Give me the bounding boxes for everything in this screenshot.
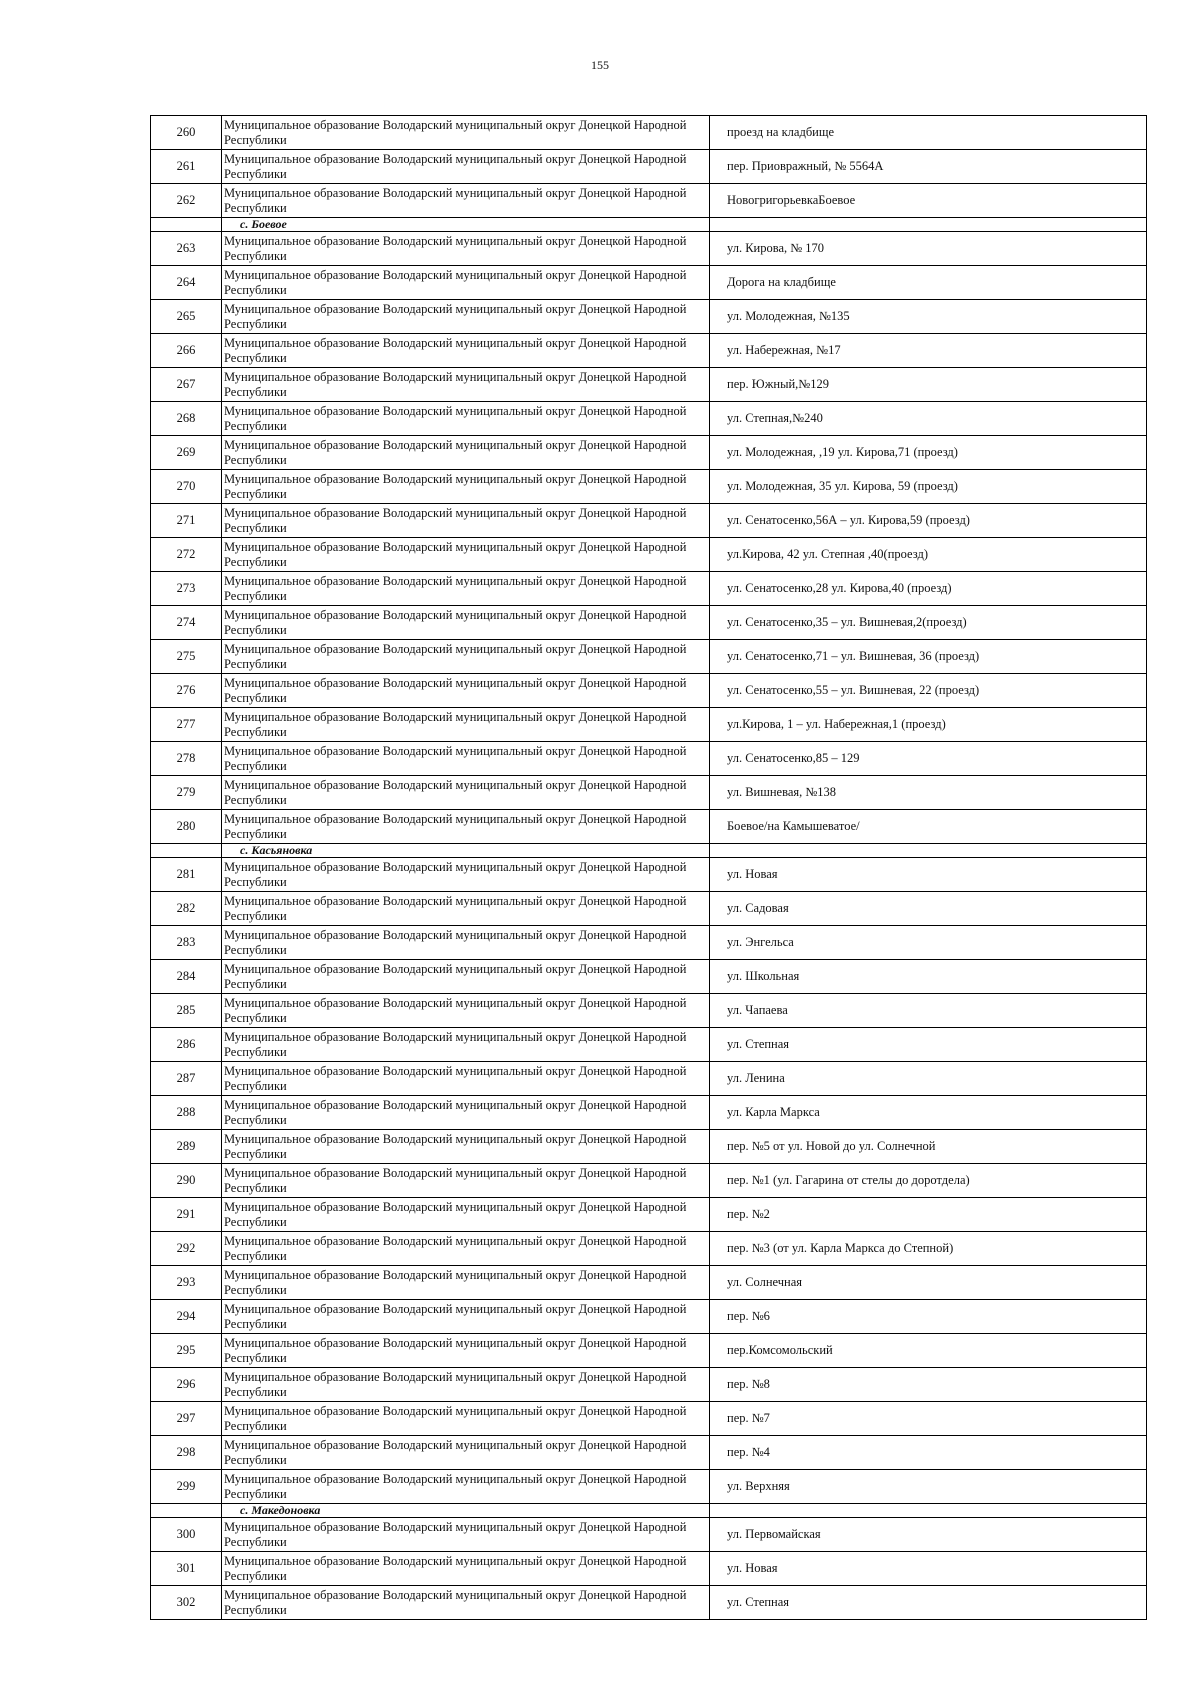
owner-cell: Муниципальное образование Володарский муниципальный округ Донецкой Народной Республики [222, 184, 710, 218]
section-header-row [151, 218, 1147, 232]
owner-cell: Муниципальное образование Володарский муниципальный округ Донецкой Народной Республики [222, 960, 710, 994]
table-row [151, 606, 1147, 640]
owner-cell: Муниципальное образование Володарский муниципальный округ Донецкой Народной Республики [222, 708, 710, 742]
owner-cell: Муниципальное образование Володарский муниципальный округ Донецкой Народной Республики [222, 606, 710, 640]
register-table [150, 115, 1147, 1620]
table-row [151, 232, 1147, 266]
row-number: 279 [151, 776, 222, 810]
object-cell: пер. №1 (ул. Гагарина от стелы до доротдела) [710, 1164, 1147, 1198]
row-number: 295 [151, 1334, 222, 1368]
row-number: 289 [151, 1130, 222, 1164]
owner-cell: Муниципальное образование Володарский муниципальный округ Донецкой Народной Республики [222, 810, 710, 844]
owner-cell: Муниципальное образование Володарский муниципальный округ Донецкой Народной Республики [222, 1552, 710, 1586]
object-cell: ул. Молодежная, ,19 ул. Кирова,71 (проезд) [710, 436, 1147, 470]
row-number: 273 [151, 572, 222, 606]
owner-cell: Муниципальное образование Володарский муниципальный округ Донецкой Народной Республики [222, 1096, 710, 1130]
section-title: с. Касьяновка [222, 844, 710, 858]
page-number: 155 [591, 58, 609, 72]
section-num-cell [151, 1504, 222, 1518]
object-cell: ул. Школьная [710, 960, 1147, 994]
owner-cell: Муниципальное образование Володарский муниципальный округ Донецкой Народной Республики [222, 116, 710, 150]
row-number: 265 [151, 300, 222, 334]
owner-cell: Муниципальное образование Володарский муниципальный округ Донецкой Народной Республики [222, 1300, 710, 1334]
object-cell: пер. Южный,№129 [710, 368, 1147, 402]
object-cell: ул. Сенатосенко,85 – 129 [710, 742, 1147, 776]
object-cell: ул. Набережная, №17 [710, 334, 1147, 368]
owner-cell: Муниципальное образование Володарский муниципальный округ Донецкой Народной Республики [222, 640, 710, 674]
row-number: 292 [151, 1232, 222, 1266]
table-row [151, 572, 1147, 606]
row-number: 298 [151, 1436, 222, 1470]
object-cell: ул. Сенатосенко,55 – ул. Вишневая, 22 (проезд) [710, 674, 1147, 708]
table-row [151, 1436, 1147, 1470]
row-number: 268 [151, 402, 222, 436]
object-cell: ул. Вишневая, №138 [710, 776, 1147, 810]
object-cell: проезд на кладбище [710, 116, 1147, 150]
owner-cell: Муниципальное образование Володарский муниципальный округ Донецкой Народной Республики [222, 368, 710, 402]
object-cell: ул. Степная,№240 [710, 402, 1147, 436]
row-number: 282 [151, 892, 222, 926]
row-number: 286 [151, 1028, 222, 1062]
table-row [151, 334, 1147, 368]
owner-cell: Муниципальное образование Володарский муниципальный округ Донецкой Народной Республики [222, 1164, 710, 1198]
object-cell: ул. Сенатосенко,71 – ул. Вишневая, 36 (проезд) [710, 640, 1147, 674]
object-cell: ул. Верхняя [710, 1470, 1147, 1504]
owner-cell: Муниципальное образование Володарский муниципальный округ Донецкой Народной Республики [222, 1130, 710, 1164]
table-row [151, 640, 1147, 674]
object-cell: пер. №3 (от ул. Карла Маркса до Степной) [710, 1232, 1147, 1266]
owner-cell: Муниципальное образование Володарский муниципальный округ Донецкой Народной Республики [222, 742, 710, 776]
object-cell: ул. Степная [710, 1586, 1147, 1620]
section-object-cell [710, 844, 1147, 858]
row-number: 261 [151, 150, 222, 184]
section-title: с. Македоновка [222, 1504, 710, 1518]
row-number: 280 [151, 810, 222, 844]
table-row [151, 1334, 1147, 1368]
object-cell: ул. Первомайская [710, 1518, 1147, 1552]
object-cell: пер. №5 от ул. Новой до ул. Солнечной [710, 1130, 1147, 1164]
table-row [151, 960, 1147, 994]
object-cell: Дорога на кладбище [710, 266, 1147, 300]
object-cell: ул. Новая [710, 858, 1147, 892]
table-row [151, 470, 1147, 504]
section-header-row [151, 844, 1147, 858]
owner-cell: Муниципальное образование Володарский муниципальный округ Донецкой Народной Республики [222, 926, 710, 960]
row-number: 285 [151, 994, 222, 1028]
table-row [151, 742, 1147, 776]
table-row [151, 150, 1147, 184]
row-number: 274 [151, 606, 222, 640]
row-number: 262 [151, 184, 222, 218]
table-row [151, 1096, 1147, 1130]
row-number: 266 [151, 334, 222, 368]
section-header-row [151, 1504, 1147, 1518]
table-row [151, 266, 1147, 300]
owner-cell: Муниципальное образование Володарский муниципальный округ Донецкой Народной Республики [222, 504, 710, 538]
table-row [151, 1518, 1147, 1552]
row-number: 276 [151, 674, 222, 708]
table-row [151, 1552, 1147, 1586]
section-title: с. Боевое [222, 218, 710, 232]
object-cell: ул.Кирова, 1 – ул. Набережная,1 (проезд) [710, 708, 1147, 742]
object-cell: ул. Ленина [710, 1062, 1147, 1096]
object-cell: ул. Молодежная, 35 ул. Кирова, 59 (проезд) [710, 470, 1147, 504]
row-number: 260 [151, 116, 222, 150]
table-row [151, 1368, 1147, 1402]
object-cell: пер. №8 [710, 1368, 1147, 1402]
table-row [151, 994, 1147, 1028]
table-row [151, 368, 1147, 402]
row-number: 277 [151, 708, 222, 742]
owner-cell: Муниципальное образование Володарский муниципальный округ Донецкой Народной Республики [222, 334, 710, 368]
owner-cell: Муниципальное образование Володарский муниципальный округ Донецкой Народной Республики [222, 1518, 710, 1552]
row-number: 272 [151, 538, 222, 572]
owner-cell: Муниципальное образование Володарский муниципальный округ Донецкой Народной Республики [222, 674, 710, 708]
owner-cell: Муниципальное образование Володарский муниципальный округ Донецкой Народной Республики [222, 266, 710, 300]
object-cell: ул. Кирова, № 170 [710, 232, 1147, 266]
object-cell: Боевое/на Камышеватое/ [710, 810, 1147, 844]
owner-cell: Муниципальное образование Володарский муниципальный округ Донецкой Народной Республики [222, 1436, 710, 1470]
table-row [151, 810, 1147, 844]
table-row [151, 1266, 1147, 1300]
row-number: 263 [151, 232, 222, 266]
object-cell: ул. Солнечная [710, 1266, 1147, 1300]
object-cell: ул. Сенатосенко,28 ул. Кирова,40 (проезд) [710, 572, 1147, 606]
owner-cell: Муниципальное образование Володарский муниципальный округ Донецкой Народной Республики [222, 776, 710, 810]
table-row [151, 1164, 1147, 1198]
row-number: 264 [151, 266, 222, 300]
table-row [151, 674, 1147, 708]
row-number: 267 [151, 368, 222, 402]
row-number: 293 [151, 1266, 222, 1300]
row-number: 288 [151, 1096, 222, 1130]
owner-cell: Муниципальное образование Володарский муниципальный округ Донецкой Народной Республики [222, 1198, 710, 1232]
table-row [151, 184, 1147, 218]
object-cell: пер. Приовражный, № 5564А [710, 150, 1147, 184]
row-number: 294 [151, 1300, 222, 1334]
row-number: 269 [151, 436, 222, 470]
table-row [151, 402, 1147, 436]
row-number: 270 [151, 470, 222, 504]
object-cell: ул.Кирова, 42 ул. Степная ,40(проезд) [710, 538, 1147, 572]
row-number: 287 [151, 1062, 222, 1096]
object-cell: ул. Сенатосенко,35 – ул. Вишневая,2(проезд) [710, 606, 1147, 640]
table-row [151, 116, 1147, 150]
row-number: 299 [151, 1470, 222, 1504]
owner-cell: Муниципальное образование Володарский муниципальный округ Донецкой Народной Республики [222, 538, 710, 572]
table-row [151, 1198, 1147, 1232]
table-row [151, 504, 1147, 538]
owner-cell: Муниципальное образование Володарский муниципальный округ Донецкой Народной Республики [222, 892, 710, 926]
object-cell: пер. №2 [710, 1198, 1147, 1232]
table-row [151, 1470, 1147, 1504]
table-row [151, 1402, 1147, 1436]
owner-cell: Муниципальное образование Володарский муниципальный округ Донецкой Народной Республики [222, 858, 710, 892]
owner-cell: Муниципальное образование Володарский муниципальный округ Донецкой Народной Республики [222, 1334, 710, 1368]
row-number: 284 [151, 960, 222, 994]
row-number: 296 [151, 1368, 222, 1402]
owner-cell: Муниципальное образование Володарский муниципальный округ Донецкой Народной Республики [222, 1470, 710, 1504]
section-object-cell [710, 218, 1147, 232]
owner-cell: Муниципальное образование Володарский муниципальный округ Донецкой Народной Республики [222, 994, 710, 1028]
row-number: 283 [151, 926, 222, 960]
section-object-cell [710, 1504, 1147, 1518]
row-number: 300 [151, 1518, 222, 1552]
table-row [151, 1130, 1147, 1164]
row-number: 290 [151, 1164, 222, 1198]
row-number: 291 [151, 1198, 222, 1232]
object-cell: ул. Молодежная, №135 [710, 300, 1147, 334]
owner-cell: Муниципальное образование Володарский муниципальный округ Донецкой Народной Республики [222, 436, 710, 470]
table-row [151, 1062, 1147, 1096]
object-cell: ул. Сенатосенко,56А – ул. Кирова,59 (проезд) [710, 504, 1147, 538]
row-number: 302 [151, 1586, 222, 1620]
owner-cell: Муниципальное образование Володарский муниципальный округ Донецкой Народной Республики [222, 1266, 710, 1300]
owner-cell: Муниципальное образование Володарский муниципальный округ Донецкой Народной Республики [222, 1402, 710, 1436]
row-number: 297 [151, 1402, 222, 1436]
owner-cell: Муниципальное образование Володарский муниципальный округ Донецкой Народной Республики [222, 1232, 710, 1266]
table-row [151, 892, 1147, 926]
table-row [151, 1300, 1147, 1334]
object-cell: ул. Степная [710, 1028, 1147, 1062]
object-cell: пер. №7 [710, 1402, 1147, 1436]
object-cell: ул. Садовая [710, 892, 1147, 926]
section-num-cell [151, 218, 222, 232]
row-number: 271 [151, 504, 222, 538]
table-row [151, 776, 1147, 810]
table-row [151, 436, 1147, 470]
owner-cell: Муниципальное образование Володарский муниципальный округ Донецкой Народной Республики [222, 572, 710, 606]
owner-cell: Муниципальное образование Володарский муниципальный округ Донецкой Народной Республики [222, 1586, 710, 1620]
row-number: 278 [151, 742, 222, 776]
table-row [151, 300, 1147, 334]
object-cell: ул. Карла Маркса [710, 1096, 1147, 1130]
register-table-body [151, 116, 1147, 1620]
owner-cell: Муниципальное образование Володарский муниципальный округ Донецкой Народной Республики [222, 1028, 710, 1062]
object-cell: пер. №4 [710, 1436, 1147, 1470]
owner-cell: Муниципальное образование Володарский муниципальный округ Донецкой Народной Республики [222, 300, 710, 334]
object-cell: ул. Чапаева [710, 994, 1147, 1028]
owner-cell: Муниципальное образование Володарский муниципальный округ Донецкой Народной Республики [222, 232, 710, 266]
table-row [151, 708, 1147, 742]
row-number: 275 [151, 640, 222, 674]
table-row [151, 1586, 1147, 1620]
table-row [151, 926, 1147, 960]
table-row [151, 538, 1147, 572]
table-row [151, 858, 1147, 892]
table-row [151, 1028, 1147, 1062]
object-cell: ул. Новая [710, 1552, 1147, 1586]
row-number: 281 [151, 858, 222, 892]
owner-cell: Муниципальное образование Володарский муниципальный округ Донецкой Народной Республики [222, 1062, 710, 1096]
object-cell: пер.Комсомольский [710, 1334, 1147, 1368]
table-row [151, 1232, 1147, 1266]
owner-cell: Муниципальное образование Володарский муниципальный округ Донецкой Народной Республики [222, 470, 710, 504]
object-cell: НовогригорьевкаБоевое [710, 184, 1147, 218]
object-cell: ул. Энгельса [710, 926, 1147, 960]
owner-cell: Муниципальное образование Володарский муниципальный округ Донецкой Народной Республики [222, 150, 710, 184]
object-cell: пер. №6 [710, 1300, 1147, 1334]
owner-cell: Муниципальное образование Володарский муниципальный округ Донецкой Народной Республики [222, 1368, 710, 1402]
owner-cell: Муниципальное образование Володарский муниципальный округ Донецкой Народной Республики [222, 402, 710, 436]
section-num-cell [151, 844, 222, 858]
row-number: 301 [151, 1552, 222, 1586]
